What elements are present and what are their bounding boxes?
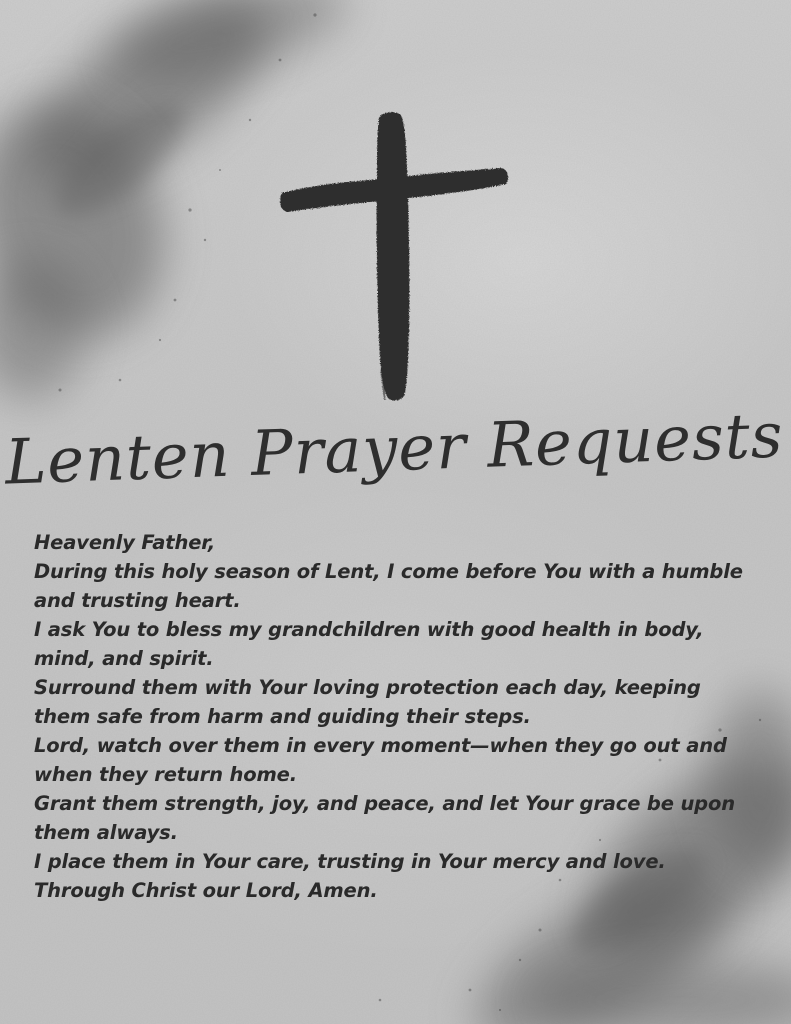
prayer-line: Heavenly Father, xyxy=(34,531,216,554)
prayer-line: and trusting heart. xyxy=(34,589,241,612)
prayer-line: Through Christ our Lord, Amen. xyxy=(34,879,378,902)
prayer-line: I place them in Your care, trusting in Your mercy and love. xyxy=(34,850,666,873)
prayer-line: Lord, watch over them in every moment—when they go out and xyxy=(34,734,727,757)
page-title-text: Lenten Prayer Requests xyxy=(3,398,785,499)
prayer-line: I ask You to bless my grandchildren with good health in body, xyxy=(34,618,704,641)
prayer-line: Surround them with Your loving protection each day, keeping xyxy=(34,676,701,699)
prayer-text xyxy=(34,528,754,905)
prayer-line: them safe from harm and guiding their steps. xyxy=(34,705,531,728)
prayer-line: During this holy season of Lent, I come before You with a humble xyxy=(34,560,743,583)
page-title xyxy=(0,398,791,528)
prayer-line: Grant them strength, joy, and peace, and let Your grace be upon xyxy=(34,792,735,815)
prayer-line: when they return home. xyxy=(34,763,297,786)
brush-cross-icon xyxy=(270,108,520,404)
prayer-line: them always. xyxy=(34,821,178,844)
prayer-line: mind, and spirit. xyxy=(34,647,214,670)
